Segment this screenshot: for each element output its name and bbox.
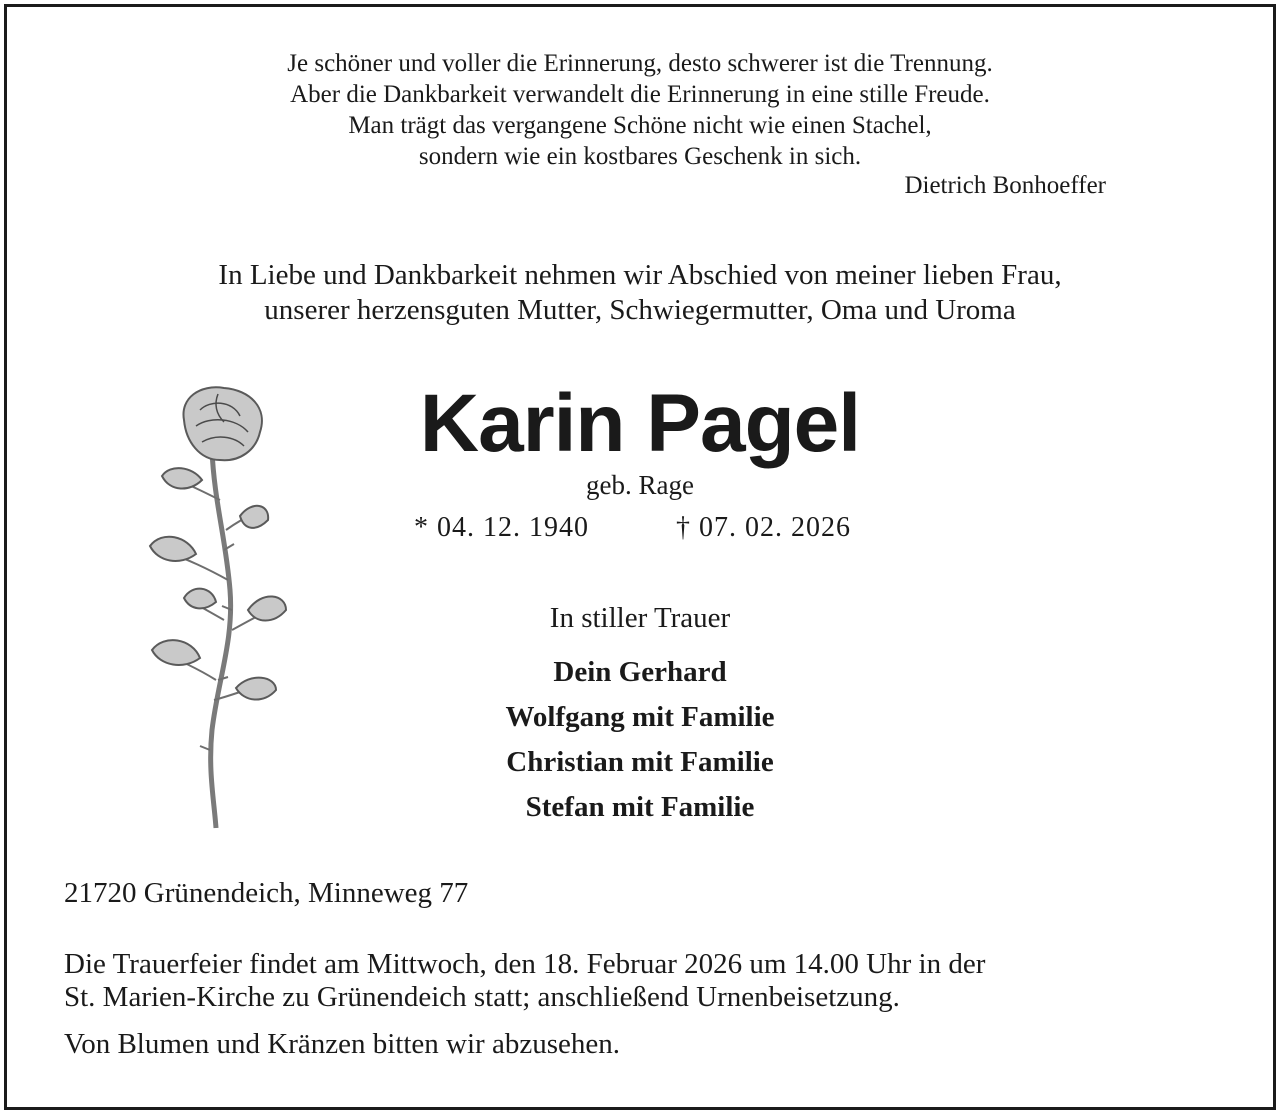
flowers-note: Von Blumen und Kränzen bitten wir abzusehen. [64,1028,620,1060]
quote-author: Dietrich Bonhoeffer [904,172,1106,199]
quote-line: Je schöner und voller die Erinnerung, desto schwerer ist die Trennung. [287,50,993,77]
intro-text [0,258,1280,328]
mourner: Stefan mit Familie [525,791,755,823]
mourner: Christian mit Familie [506,746,774,778]
birth-date: * 04. 12. 1940 [414,512,589,543]
mourner: Wolfgang mit Familie [505,701,775,733]
service-info [64,948,1244,1014]
service-line: Die Trauerfeier findet am Mittwoch, den 18. Februar 2026 um 14.00 Uhr in der [64,948,986,980]
intro-line: unserer herzensguten Mutter, Schwiegermutter, Oma und Uroma [264,294,1016,326]
mourner: Dein Gerhard [553,656,727,688]
mourning-heading: In stiller Trauer [549,602,731,634]
quote-line: Aber die Dankbarkeit verwandelt die Erinnerung in eine stille Freude. [290,81,990,108]
service-line: St. Marien-Kirche zu Grünendeich statt; anschließend Urnenbeisetzung. [64,981,900,1013]
mourners-list [0,650,1280,830]
quote-line: Man trägt das vergangene Schöne nicht wie einen Stachel, [348,112,932,139]
birth-name: geb. Rage [586,470,694,500]
death-date: † 07. 02. 2026 [676,512,851,543]
deceased-name: Karin Pagel [419,378,861,469]
address: 21720 Grünendeich, Minneweg 77 [64,877,469,909]
intro-line: In Liebe und Dankbarkeit nehmen wir Abschied von meiner lieben Frau, [218,259,1062,291]
quote-line: sondern wie ein kostbares Geschenk in sich. [418,143,862,170]
quote-block [0,48,1280,172]
